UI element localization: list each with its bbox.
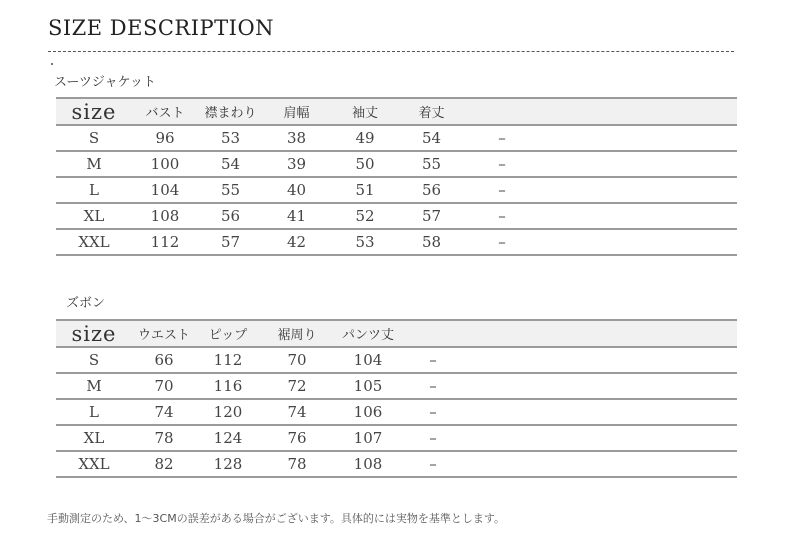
- jacket-section-label: スーツジャケット: [54, 75, 156, 90]
- jacket-header-sleeve: 袖丈: [330, 98, 400, 125]
- spacer-cell: [541, 229, 737, 255]
- pants-header-spacer: [464, 320, 737, 347]
- pants-header-row: [56, 320, 737, 347]
- table-row: [56, 373, 737, 399]
- size-cell: M: [56, 373, 132, 399]
- value-cell: 58: [400, 229, 463, 255]
- dash-cell: –: [463, 125, 541, 151]
- spacer-cell: [541, 125, 737, 151]
- table-row: [56, 203, 737, 229]
- value-cell: 108: [132, 203, 198, 229]
- jacket-header-row: [56, 98, 737, 125]
- spacer-cell: [464, 425, 737, 451]
- value-cell: 96: [132, 125, 198, 151]
- value-cell: 55: [400, 151, 463, 177]
- table-row: [56, 451, 737, 477]
- size-cell: S: [56, 125, 132, 151]
- value-cell: 116: [196, 373, 260, 399]
- value-cell: 39: [263, 151, 330, 177]
- jacket-size-table: [56, 97, 737, 256]
- value-cell: 120: [196, 399, 260, 425]
- value-cell: 78: [132, 425, 196, 451]
- size-cell: XXL: [56, 229, 132, 255]
- dash-cell: –: [463, 229, 541, 255]
- size-cell: XL: [56, 425, 132, 451]
- table-row: [56, 177, 737, 203]
- value-cell: 40: [263, 177, 330, 203]
- value-cell: 51: [330, 177, 400, 203]
- measurement-footnote: 手動測定のため、1～3CMの誤差がある場合がございます。具体的には実物を基準とします。: [47, 512, 505, 525]
- value-cell: 55: [198, 177, 263, 203]
- jacket-header-shoulder: 肩幅: [263, 98, 330, 125]
- dash-cell: –: [402, 451, 464, 477]
- dash-cell: –: [463, 177, 541, 203]
- spacer-cell: [464, 399, 737, 425]
- value-cell: 54: [400, 125, 463, 151]
- jacket-header-size: size: [56, 98, 132, 125]
- size-cell: XL: [56, 203, 132, 229]
- value-cell: 108: [334, 451, 402, 477]
- value-cell: 66: [132, 347, 196, 373]
- jacket-header-spacer: [541, 98, 737, 125]
- value-cell: 56: [400, 177, 463, 203]
- value-cell: 78: [260, 451, 334, 477]
- jacket-header-length: 着丈: [400, 98, 463, 125]
- spacer-cell: [541, 177, 737, 203]
- value-cell: 41: [263, 203, 330, 229]
- pants-header-size: size: [56, 320, 132, 347]
- jacket-header-extra: [463, 98, 541, 125]
- size-cell: M: [56, 151, 132, 177]
- value-cell: 104: [334, 347, 402, 373]
- pants-header-hip: ピップ: [196, 320, 260, 347]
- table-row: [56, 399, 737, 425]
- page-title: SIZE DESCRIPTION: [48, 16, 275, 40]
- table-row: [56, 125, 737, 151]
- value-cell: 57: [198, 229, 263, 255]
- value-cell: 56: [198, 203, 263, 229]
- size-cell: L: [56, 399, 132, 425]
- value-cell: 49: [330, 125, 400, 151]
- pants-size-table: [56, 319, 737, 478]
- value-cell: 42: [263, 229, 330, 255]
- dash-cell: –: [402, 373, 464, 399]
- dash-cell: –: [463, 151, 541, 177]
- title-divider: [48, 51, 734, 52]
- value-cell: 112: [132, 229, 198, 255]
- table-row: [56, 151, 737, 177]
- pants-header-waist: ウエスト: [132, 320, 196, 347]
- decorative-tick: [51, 63, 53, 65]
- value-cell: 70: [132, 373, 196, 399]
- value-cell: 76: [260, 425, 334, 451]
- pants-section-label: ズボン: [66, 296, 106, 311]
- pants-header-length: パンツ丈: [334, 320, 402, 347]
- value-cell: 74: [260, 399, 334, 425]
- value-cell: 107: [334, 425, 402, 451]
- spacer-cell: [541, 203, 737, 229]
- spacer-cell: [541, 151, 737, 177]
- value-cell: 57: [400, 203, 463, 229]
- value-cell: 82: [132, 451, 196, 477]
- spacer-cell: [464, 451, 737, 477]
- value-cell: 70: [260, 347, 334, 373]
- value-cell: 52: [330, 203, 400, 229]
- value-cell: 106: [334, 399, 402, 425]
- table-row: [56, 229, 737, 255]
- jacket-header-bust: バスト: [132, 98, 198, 125]
- table-row: [56, 425, 737, 451]
- value-cell: 54: [198, 151, 263, 177]
- value-cell: 124: [196, 425, 260, 451]
- value-cell: 72: [260, 373, 334, 399]
- dash-cell: –: [402, 425, 464, 451]
- size-cell: XXL: [56, 451, 132, 477]
- pants-header-hem: 裾周り: [260, 320, 334, 347]
- size-cell: L: [56, 177, 132, 203]
- table-row: [56, 347, 737, 373]
- value-cell: 50: [330, 151, 400, 177]
- spacer-cell: [464, 373, 737, 399]
- jacket-header-collar: 襟まわり: [198, 98, 263, 125]
- dash-cell: –: [463, 203, 541, 229]
- value-cell: 74: [132, 399, 196, 425]
- dash-cell: –: [402, 399, 464, 425]
- size-cell: S: [56, 347, 132, 373]
- value-cell: 128: [196, 451, 260, 477]
- value-cell: 53: [330, 229, 400, 255]
- value-cell: 100: [132, 151, 198, 177]
- pants-header-extra: [402, 320, 464, 347]
- spacer-cell: [464, 347, 737, 373]
- value-cell: 112: [196, 347, 260, 373]
- value-cell: 38: [263, 125, 330, 151]
- value-cell: 104: [132, 177, 198, 203]
- dash-cell: –: [402, 347, 464, 373]
- value-cell: 53: [198, 125, 263, 151]
- value-cell: 105: [334, 373, 402, 399]
